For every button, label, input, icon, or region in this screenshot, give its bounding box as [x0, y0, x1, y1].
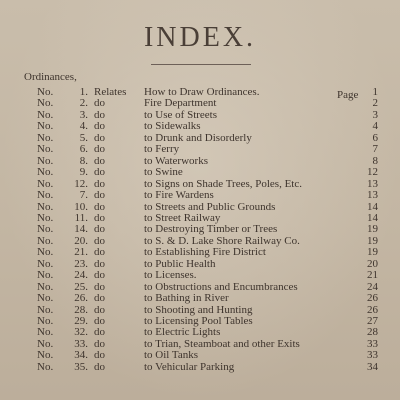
entry-page: 19: [367, 246, 378, 259]
entry-number: 35.: [74, 360, 88, 373]
entry-subject: to Fire Wardens: [144, 189, 214, 202]
entry-verb: do: [94, 189, 105, 202]
entry-verb: do: [94, 154, 105, 167]
entry-number: 2.: [79, 97, 88, 110]
entry-page: 33: [367, 337, 378, 350]
entry-number: 24.: [74, 269, 88, 282]
entry-label: No.: [37, 166, 54, 179]
entry-page: 19: [367, 234, 378, 247]
entry-subject: to S. & D. Lake Shore Railway Co.: [144, 234, 300, 247]
entry-verb: do: [94, 326, 105, 339]
entry-subject: to Ferry: [144, 143, 180, 156]
entry-number: 6.: [79, 143, 88, 156]
entry-verb: do: [94, 315, 105, 327]
entry-page: 14: [367, 200, 378, 213]
entry-subject: How to Draw Ordinances.: [144, 86, 260, 98]
entry-label: No.: [37, 246, 54, 259]
entry-number: 4.: [79, 120, 88, 133]
entry-verb: do: [94, 257, 105, 270]
entry-verb: Relates: [94, 86, 127, 98]
entry-number: 7.: [79, 189, 88, 202]
entry-label: No.: [37, 234, 54, 247]
entry-page: 27: [367, 315, 378, 327]
entry-number: 1.: [79, 86, 88, 98]
entry-page: 4: [372, 120, 378, 133]
entry-page: 13: [367, 189, 378, 202]
entry-page: 24: [367, 280, 378, 293]
entry-page: 7: [372, 143, 378, 156]
entry-number: 11.: [74, 211, 88, 224]
entry-verb: do: [94, 177, 105, 190]
entry-number: 25.: [74, 280, 88, 293]
entry-verb: do: [94, 349, 105, 362]
entry-subject: to Shooting and Hunting: [144, 303, 253, 316]
entry-subject: to Destroying Timber or Trees: [144, 223, 278, 236]
entry-verb: do: [94, 337, 105, 350]
entry-number: 5.: [79, 131, 88, 144]
entry-verb: do: [94, 360, 105, 373]
entry-subject: to Drunk and Disorderly: [144, 131, 252, 144]
entry-number: 34.: [74, 349, 88, 362]
entry-verb: do: [94, 223, 105, 236]
entry-number: 21.: [74, 246, 88, 259]
entry-number: 33.: [74, 337, 88, 350]
entry-number: 3.: [79, 108, 88, 121]
entry-verb: do: [94, 292, 105, 305]
entry-number: 23.: [74, 257, 88, 270]
entry-page: 1: [372, 86, 378, 98]
entry-subject: to Licensing Pool Tables: [144, 315, 253, 327]
entry-subject: to Street Railway: [144, 211, 221, 224]
entry-subject: to Licenses.: [144, 269, 197, 282]
entry-verb: do: [94, 280, 105, 293]
entry-label: No.: [37, 326, 54, 339]
entry-label: No.: [37, 337, 54, 350]
entry-verb: do: [94, 269, 105, 282]
entry-label: No.: [37, 200, 54, 213]
entry-subject: to Streets and Public Grounds: [144, 200, 276, 213]
entry-label: No.: [37, 177, 54, 190]
entry-page: 2: [372, 97, 378, 110]
entry-number: 28.: [74, 303, 88, 316]
entry-subject: to Waterworks: [144, 154, 208, 167]
entry-label: No.: [37, 154, 54, 167]
entry-label: No.: [37, 143, 54, 156]
entry-subject: to Oil Tanks: [144, 349, 199, 362]
entry-subject: to Sidewalks: [144, 120, 201, 133]
entry-number: 20.: [74, 234, 88, 247]
entry-number: 26.: [74, 292, 88, 305]
entry-verb: do: [94, 143, 105, 156]
entry-verb: do: [94, 303, 105, 316]
entry-verb: do: [94, 120, 105, 133]
entry-label: No.: [37, 223, 54, 236]
entry-subject: to Public Health: [144, 257, 216, 270]
entry-page: 26: [367, 292, 378, 305]
entry-subject: to Obstructions and Encumbrances: [144, 280, 298, 293]
entry-subject: to Bathing in River: [144, 292, 229, 305]
section-label: Ordinances,: [24, 71, 77, 83]
entry-label: No.: [37, 315, 54, 327]
entry-label: No.: [37, 108, 54, 121]
entry-page: 13: [367, 177, 378, 190]
entry-label: No.: [37, 131, 54, 144]
entry-subject: to Trian, Steamboat and other Exits: [144, 337, 300, 350]
entry-page: 20: [367, 257, 378, 270]
entry-page: 12: [367, 166, 378, 179]
entry-number: 9.: [79, 166, 88, 179]
title-rule: [151, 64, 251, 65]
entry-verb: do: [94, 108, 105, 121]
entry-label: No.: [37, 303, 54, 316]
entry-page: 33: [367, 349, 378, 362]
index-title: INDEX.: [143, 22, 257, 53]
entry-subject: to Electric Lights: [144, 326, 221, 339]
entry-page: 6: [372, 131, 378, 144]
entry-number: 10.: [74, 200, 88, 213]
entry-subject: Fire Department: [144, 97, 217, 110]
index-entry: [0, 361, 400, 374]
entry-verb: do: [94, 234, 105, 247]
entry-label: No.: [37, 97, 54, 110]
entry-page: 8: [372, 154, 378, 167]
entry-verb: do: [94, 131, 105, 144]
entry-verb: do: [94, 211, 105, 224]
entry-number: 29.: [74, 315, 88, 327]
entry-subject: to Swine: [144, 166, 183, 179]
entry-page: 3: [372, 108, 378, 121]
entry-number: 32.: [74, 326, 88, 339]
entry-verb: do: [94, 246, 105, 259]
entry-label: No.: [37, 349, 54, 362]
entry-page: 21: [367, 269, 378, 282]
entry-number: 14.: [74, 223, 88, 236]
entry-subject: to Establishing Fire District: [144, 246, 266, 259]
entry-number: 12.: [74, 177, 88, 190]
entry-subject: to Use of Streets: [144, 108, 218, 121]
entry-number: 8.: [79, 154, 88, 167]
entry-subject: to Vehicular Parking: [144, 360, 235, 373]
entry-label: No.: [37, 269, 54, 282]
entry-page: 14: [367, 211, 378, 224]
entry-label: No.: [37, 360, 54, 373]
entry-label: No.: [37, 86, 54, 98]
entry-subject: to Signs on Shade Trees, Poles, Etc.: [144, 177, 302, 190]
entry-label: No.: [37, 257, 54, 270]
page-column-header: Page: [337, 89, 359, 101]
entry-verb: do: [94, 200, 105, 213]
entry-page: 34: [367, 360, 378, 373]
entry-label: No.: [37, 280, 54, 293]
entry-page: 28: [367, 326, 378, 339]
entry-page: 26: [367, 303, 378, 316]
entry-label: No.: [37, 120, 54, 133]
entry-label: No.: [37, 189, 54, 202]
entry-label: No.: [37, 211, 54, 224]
entry-page: 19: [367, 223, 378, 236]
entry-verb: do: [94, 97, 105, 110]
entry-label: No.: [37, 292, 54, 305]
entry-verb: do: [94, 166, 105, 179]
